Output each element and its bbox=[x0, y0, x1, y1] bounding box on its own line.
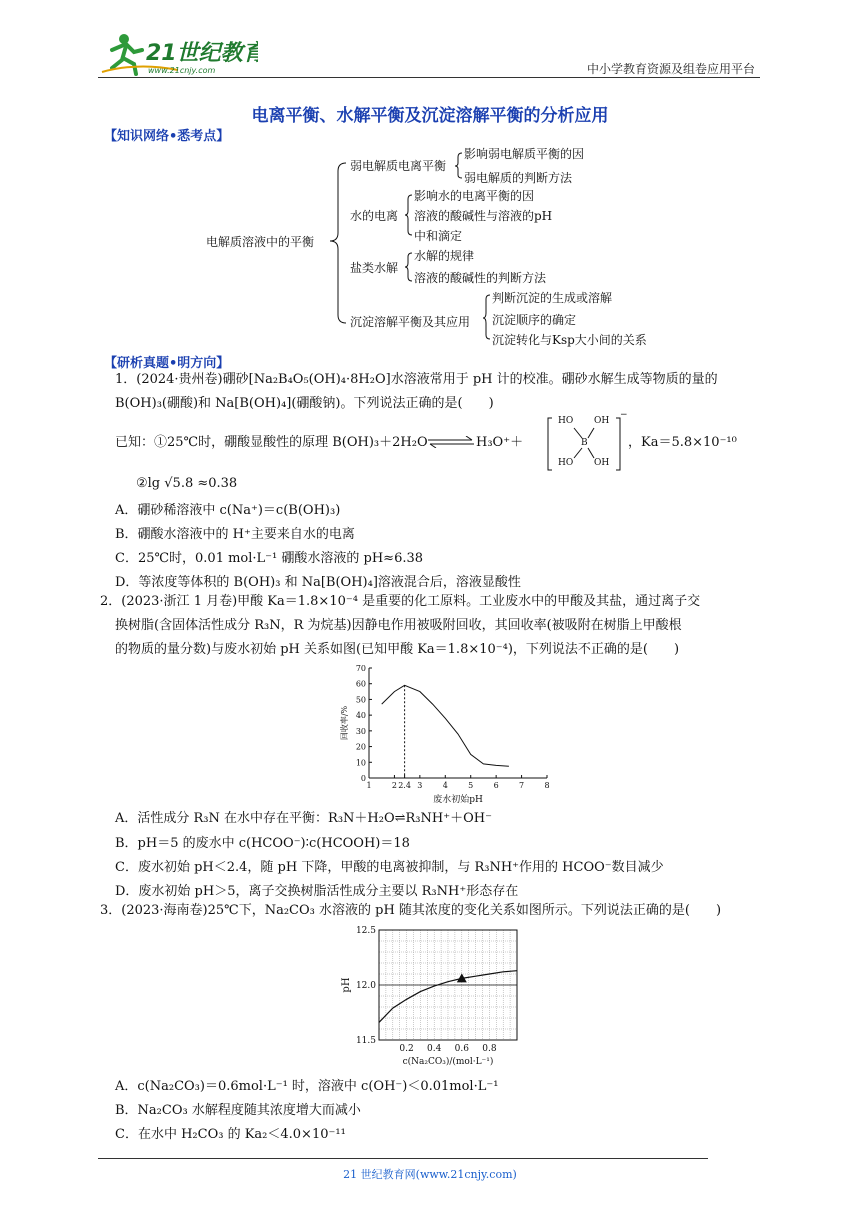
section-knowledge: 【知识网络•悉考点】 bbox=[104, 129, 230, 144]
question-2-line-2: 换树脂(含固体活性成分 R₃N，R 为烷基)因静电作用被吸附回收，其回收率(被吸附在树脂上甲酸根 bbox=[115, 618, 682, 633]
recovery-chart bbox=[335, 660, 560, 810]
svg-text:www.21cnjy.com: www.21cnjy.com bbox=[148, 66, 216, 75]
tree-item: 沉淀顺序的确定 bbox=[492, 313, 577, 327]
page-title: 电离平衡、水解平衡及沉淀溶解平衡的分析应用 bbox=[251, 106, 609, 126]
question-2-option-b[interactable]: B．pH＝5 的废水中 c(HCOO⁻)∶c(HCOOH)＝18 bbox=[115, 836, 410, 851]
tree-item: 沉淀转化与Ksp大小间的关系 bbox=[492, 333, 647, 347]
x-tick-label: 7 bbox=[519, 781, 525, 790]
question-3-option-b[interactable]: B．Na₂CO₃ 水解程度随其浓度增大而减小 bbox=[115, 1103, 361, 1118]
question-2-option-a[interactable]: A．活性成分 R₃N 在水中存在平衡：R₃N＋H₂O⇌R₃NH⁺＋OH⁻ bbox=[115, 811, 492, 826]
y-tick-label: 11.5 bbox=[355, 1036, 376, 1046]
struct-label: HO bbox=[558, 458, 574, 468]
struct-charge: − bbox=[620, 410, 628, 420]
question-3-option-a[interactable]: A．c(Na₂CO₃)＝0.6mol·L⁻¹ 时，溶液中 c(OH⁻)＜0.01mol·L⁻¹ bbox=[115, 1079, 499, 1094]
logo bbox=[98, 30, 258, 78]
recovery-chart-svg bbox=[335, 660, 560, 810]
ph-chart bbox=[335, 924, 535, 1074]
struct-label: B bbox=[581, 438, 588, 448]
question-1-known-1-product: H₃O⁺＋ bbox=[476, 435, 524, 450]
y-tick-label: 20 bbox=[355, 742, 366, 752]
x-tick-label: 8 bbox=[544, 781, 550, 790]
tree-item: 中和滴定 bbox=[414, 229, 463, 243]
x-tick-label: 0.8 bbox=[482, 1044, 497, 1054]
header-divider bbox=[98, 77, 760, 78]
knowledge-tree bbox=[200, 143, 680, 353]
tree-branch-2: 水的电离 bbox=[350, 209, 399, 223]
borate-structure bbox=[546, 410, 628, 474]
x-tick-label: 0.4 bbox=[427, 1044, 442, 1054]
tree-root: 电解质溶液中的平衡 bbox=[206, 235, 315, 249]
x-tick-label: 2 bbox=[391, 781, 397, 790]
footer-text[interactable]: 21 世纪教育网(www.21cnjy.com) bbox=[343, 1168, 517, 1181]
y-tick-label: 10 bbox=[355, 758, 366, 768]
x-tick-label: 2.4 bbox=[398, 781, 411, 790]
x-axis-label: 废水初始pH bbox=[433, 795, 483, 805]
ph-chart-svg bbox=[335, 924, 535, 1074]
question-1-option-a[interactable]: A．硼砂稀溶液中 c(Na⁺)＝c(B(OH)₃) bbox=[115, 503, 341, 518]
question-3-option-c[interactable]: C．在水中 H₂CO₃ 的 Ka₂＜4.0×10⁻¹¹ bbox=[115, 1127, 346, 1142]
question-1-option-d[interactable]: D．等浓度等体积的 B(OH)₃ 和 Na[B(OH)₄]溶液混合后，溶液显酸性 bbox=[115, 575, 521, 590]
question-1-option-b[interactable]: B．硼酸水溶液中的 H⁺主要来自水的电离 bbox=[115, 527, 355, 542]
y-tick-label: 40 bbox=[355, 711, 366, 721]
question-1-line-1: 1．(2024·贵州卷)硼砂[Na₂B₄O₅(OH)₄·8H₂O]水溶液常用于 pH 计的校准。硼砂水解生成等物质的量的 bbox=[115, 372, 718, 387]
equilibrium-arrow-icon bbox=[428, 436, 474, 452]
y-axis-label: pH bbox=[341, 977, 352, 993]
tree-item: 水解的规律 bbox=[414, 249, 475, 263]
y-axis-label: 回收率/% bbox=[340, 705, 349, 741]
y-tick-label: 30 bbox=[355, 726, 366, 736]
x-tick-label: 3 bbox=[417, 781, 423, 790]
question-3-line-1: 3．(2023·海南卷)25℃下，Na₂CO₃ 水溶液的 pH 随其浓度的变化关系如图所示。下列说法正确的是( ) bbox=[100, 903, 722, 918]
question-2-option-d[interactable]: D．废水初始 pH＞5，离子交换树脂活性成分主要以 R₃NH⁺形态存在 bbox=[115, 884, 519, 899]
x-tick-label: 6 bbox=[493, 781, 499, 790]
struct-label: HO bbox=[558, 416, 574, 426]
y-tick-label: 0 bbox=[360, 774, 366, 783]
question-1-line-2: B(OH)₃(硼酸)和 Na[B(OH)₄](硼酸钠)。下列说法正确的是( ) bbox=[115, 396, 494, 411]
y-tick-label: 50 bbox=[355, 695, 366, 705]
question-1-option-c[interactable]: C．25℃时，0.01 mol·L⁻¹ 硼酸水溶液的 pH≈6.38 bbox=[115, 551, 424, 566]
recovery-curve bbox=[382, 685, 509, 766]
x-tick-label: 4 bbox=[442, 781, 448, 790]
question-1-known-1: 已知：①25℃时，硼酸显酸性的原理 B(OH)₃＋2H₂O bbox=[115, 435, 428, 450]
tree-item: 影响弱电解质平衡的因 bbox=[464, 147, 585, 161]
x-tick-label: 5 bbox=[468, 781, 474, 790]
x-tick-label: 1 bbox=[366, 781, 372, 790]
x-tick-label: 0.2 bbox=[399, 1044, 414, 1054]
question-2-line-1: 2．(2023·浙江 1 月卷)甲酸 Ka＝1.8×10⁻⁴ 是重要的化工原料。工业废水中的甲酸及其盐，通过离子交 bbox=[100, 594, 701, 609]
x-axis-label: c(Na₂CO₃)/(mol·L⁻¹) bbox=[402, 1057, 494, 1067]
struct-label: OH bbox=[594, 416, 610, 426]
question-2-option-c[interactable]: C．废水初始 pH＜2.4，随 pH 下降，甲酸的电离被抑制，与 R₃NH⁺作用的 HCOO⁻数目减少 bbox=[115, 860, 664, 875]
y-tick-label: 12.5 bbox=[355, 926, 376, 936]
struct-label: OH bbox=[594, 458, 610, 468]
y-tick-label: 70 bbox=[355, 664, 366, 673]
tree-branch-4: 沉淀溶解平衡及其应用 bbox=[350, 315, 471, 329]
footer-divider bbox=[98, 1158, 708, 1159]
tree-branch-1: 弱电解质电离平衡 bbox=[350, 159, 447, 173]
question-1-ka: ，Ka＝5.8×10⁻¹⁰ bbox=[628, 435, 737, 450]
tree-item: 弱电解质的判断方法 bbox=[464, 171, 573, 185]
section-exam: 【研析真题•明方向】 bbox=[104, 356, 230, 371]
question-1-known-2: ②lg √5.8 ≈0.38 bbox=[136, 476, 238, 491]
platform-name: 中小学教育资源及组卷应用平台 bbox=[586, 62, 755, 76]
tree-item: 影响水的电离平衡的因 bbox=[414, 189, 535, 203]
tree-item: 判断沉淀的生成或溶解 bbox=[492, 291, 613, 305]
tree-branch-3: 盐类水解 bbox=[350, 261, 399, 275]
svg-text:21世纪教育: 21世纪教育 bbox=[146, 41, 258, 66]
y-tick-label: 60 bbox=[355, 679, 366, 689]
x-tick-label: 0.6 bbox=[454, 1044, 469, 1054]
question-2-line-3: 的物质的量分数)与废水初始 pH 关系如图(已知甲酸 Ka＝1.8×10⁻⁴)，下列说法不正确的是( ) bbox=[115, 642, 680, 657]
tree-item: 溶液的酸碱性与溶液的pH bbox=[414, 209, 553, 223]
y-tick-label: 12.0 bbox=[355, 981, 376, 991]
tree-item: 溶液的酸碱性的判断方法 bbox=[414, 271, 547, 285]
